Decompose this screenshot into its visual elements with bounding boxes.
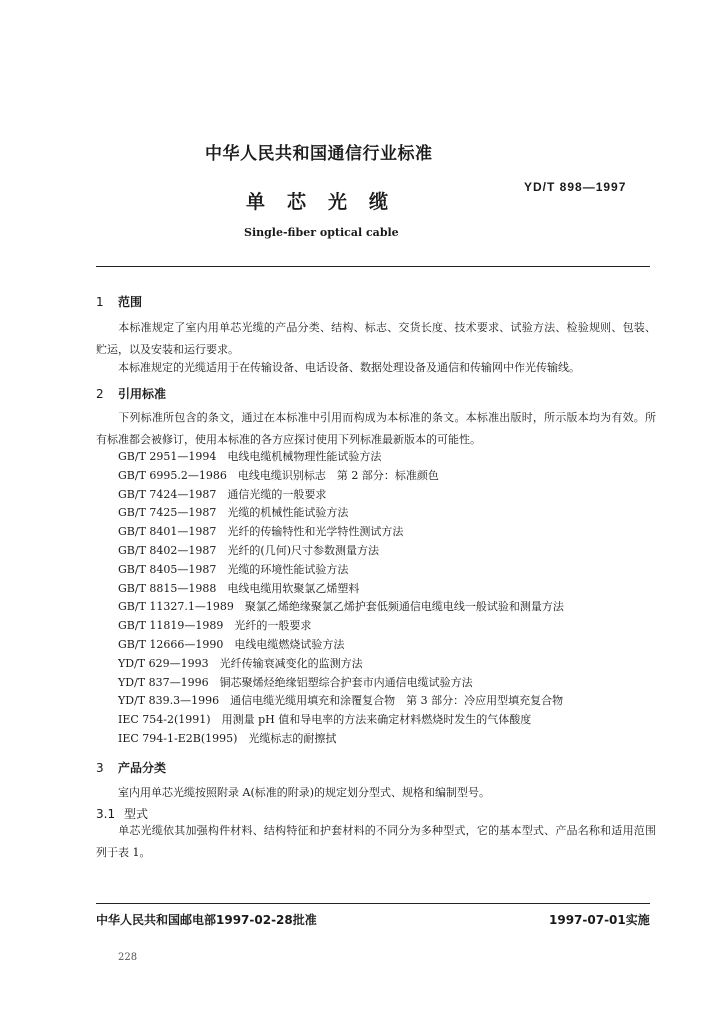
reference-item: GB/T 7425—1987 光缆的机械性能试验方法 — [118, 506, 349, 520]
reference-item: GB/T 6995.2—1986 电线电缆识别标志 第 2 部分：标准颜色 — [118, 468, 439, 482]
page-number: 228 — [118, 952, 138, 963]
header-divider — [96, 266, 650, 267]
document-subtitle-en: Single-fiber optical cable — [244, 226, 399, 239]
paragraph-text: 单芯光缆依其加强构件材料、结构特征和护套材料的不同分为多种型式，它的基本型式、产品名称和适用范围列于表 1。 — [96, 824, 656, 859]
document-title: 单芯光缆 — [246, 191, 411, 213]
section-title: 范围 — [118, 295, 143, 309]
subsection-title: 型式 — [124, 807, 149, 821]
reference-item: YD/T 839.3—1996 通信电缆光缆用填充和涂覆复合物 第 3 部分：冷应用型填充复合物 — [118, 694, 564, 708]
section-1-paragraph-1 — [96, 317, 656, 361]
section-1-heading — [96, 293, 142, 310]
section-number: 2 — [96, 387, 104, 401]
section-3-1-paragraph — [96, 820, 656, 864]
paragraph-text: 本标准规定了室内用单芯光缆的产品分类、结构、标志、交货长度、技术要求、试验方法、检验规则、包装、贮运，以及安装和运行要求。 — [96, 321, 656, 356]
reference-item: GB/T 8815—1988 电线电缆用软聚氯乙烯塑料 — [118, 581, 360, 595]
reference-item: GB/T 8401—1987 光纤的传输特性和光学特性测试方法 — [118, 525, 404, 539]
reference-list — [118, 448, 564, 749]
section-number: 3 — [96, 761, 104, 775]
section-number: 1 — [96, 295, 104, 309]
approval-line: 中华人民共和国邮电部1997-02-28批准 — [96, 913, 317, 927]
reference-item: YD/T 837—1996 铜芯聚烯烃绝缘铝塑综合护套市内通信电缆试验方法 — [118, 675, 473, 689]
section-3-heading — [96, 759, 166, 776]
reference-item: YD/T 629—1993 光纤传输衰减变化的监测方法 — [118, 656, 363, 670]
reference-item: GB/T 2951—1994 电线电缆机械物理性能试验方法 — [118, 450, 382, 463]
footer-divider — [96, 903, 650, 904]
org-title: 中华人民共和国通信行业标准 — [205, 144, 433, 164]
section-2-paragraph-1 — [96, 407, 656, 451]
section-title: 引用标准 — [118, 387, 167, 401]
reference-item: GB/T 7424—1987 通信光缆的一般要求 — [118, 487, 327, 501]
reference-item: IEC 754-2(1991) 用测量 pH 值和导电率的方法来确定材料燃烧时发生的气体酸度 — [118, 713, 532, 727]
reference-item: GB/T 12666—1990 电线电缆燃烧试验方法 — [118, 637, 345, 651]
section-3-paragraph-1 — [96, 782, 656, 804]
paragraph-text: 下列标准所包含的条文，通过在本标准中引用而构成为本标准的条文。本标准出版时，所示版本均为有效。所有标准都会被修订，使用本标准的各方应探讨使用下列标准最新版本的可能性。 — [96, 411, 656, 446]
paragraph-text: 室内用单芯光缆按照附录 A(标准的附录)的规定划分型式、规格和编制型号。 — [118, 786, 491, 799]
reference-item: GB/T 8405—1987 光缆的环境性能试验方法 — [118, 562, 349, 576]
reference-item: GB/T 11327.1—1989 聚氯乙烯绝缘聚氯乙烯护套低频通信电缆电线一般试验和测量方法 — [118, 600, 564, 614]
paragraph-text: 本标准规定的光缆适用于在传输设备、电话设备、数据处理设备及通信和传输网中作光传输线。 — [118, 361, 580, 374]
standard-code: YD/T 898—1997 — [524, 180, 627, 194]
reference-item: IEC 794-1-E2B(1995) 光缆标志的耐擦拭 — [118, 731, 337, 745]
reference-item: GB/T 11819—1989 光纤的一般要求 — [118, 619, 312, 633]
section-2-heading — [96, 385, 166, 402]
section-title: 产品分类 — [118, 761, 167, 775]
section-1-paragraph-2 — [96, 357, 656, 379]
subsection-number: 3.1 — [96, 807, 116, 821]
reference-item: GB/T 8402—1987 光纤的(几何)尺寸参数测量方法 — [118, 543, 379, 557]
implementation-date: 1997-07-01实施 — [549, 913, 650, 927]
